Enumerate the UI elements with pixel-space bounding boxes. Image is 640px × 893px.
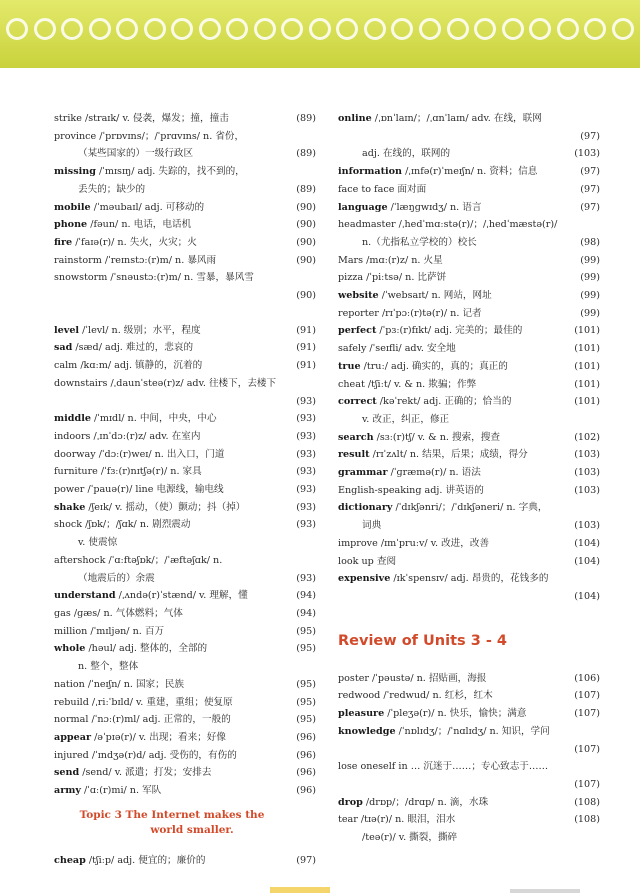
entry-headword: send xyxy=(54,767,80,779)
band-circle xyxy=(89,18,111,40)
entry-headword: headmaster xyxy=(338,219,396,231)
entry-definition: /straɪk/ v. 侵袭，爆发；撞，撞击 xyxy=(81,113,229,124)
vocab-entry xyxy=(54,852,316,870)
entry-definition: /ˌʌndə(r)ˈstænd/ v. 理解，懂 xyxy=(115,590,248,602)
entry-definition: 查阅 xyxy=(373,555,397,567)
entry-page-ref: (95) xyxy=(296,678,316,690)
entry-definition: /ˈpɜː(r)fɪkt/ adj. 完美的；最佳的 xyxy=(376,325,523,337)
entry-definition: /ˈnɒlɪdʒ/；/ˈnɑlɪdʒ/ n. 知识，学问 xyxy=(395,725,550,737)
entry-definition: /ʃɒk/；/ʃɑk/ n. 剧烈震动 xyxy=(82,519,191,531)
vocab-entry xyxy=(54,516,316,534)
entry-headword: language xyxy=(338,201,388,213)
entry-page-ref: (94) xyxy=(296,590,316,602)
vocab-entry xyxy=(338,376,600,394)
vocab-entry xyxy=(338,446,600,464)
entry-definition: /ˈlevl/ n. 级别；水平，程度 xyxy=(79,324,201,336)
entry-headword: look up xyxy=(338,555,374,567)
band-circle xyxy=(364,18,386,40)
band-circle xyxy=(116,18,138,40)
vocab-entry xyxy=(338,411,600,429)
vocab-entry xyxy=(54,181,316,199)
entry-headword: army xyxy=(54,785,81,797)
entry-definition: /ɪmˈpruːv/ v. 改进，改善 xyxy=(377,537,490,549)
band-circle xyxy=(474,18,496,40)
vocab-entry xyxy=(54,128,316,146)
vocab-entry xyxy=(54,199,316,217)
entry-headword: furniture xyxy=(54,466,98,478)
vocab-entry xyxy=(54,499,316,517)
entry-definition: /fəun/ n. 电话，电话机 xyxy=(87,219,192,231)
entry-page-ref: (107) xyxy=(574,690,600,702)
topic-heading-line1: Topic 3 The Internet makes the xyxy=(79,808,265,821)
vocab-entry xyxy=(338,163,600,181)
entry-page-ref: (108) xyxy=(574,814,600,826)
entry-headword: power xyxy=(54,484,85,496)
entry-page-ref: (93) xyxy=(296,395,316,407)
entry-headword: middle xyxy=(54,413,91,425)
entry-headword: rainstorm xyxy=(54,254,102,266)
entry-definition: /mɑː(r)z/ n. 火星 xyxy=(363,254,443,266)
entry-definition: /ˈɑː(r)mi/ n. 军队 xyxy=(81,785,162,797)
entry-definition: /ɪkˈspensɪv/ adj. 昂贵的，花钱多的 xyxy=(390,573,549,585)
vocab-entry xyxy=(54,552,316,570)
entry-page-ref: (95) xyxy=(296,625,316,637)
entry-page-ref: (96) xyxy=(296,785,316,797)
entry-headword: grammar xyxy=(338,467,388,479)
band-circle xyxy=(584,18,606,40)
entry-page-ref: (90) xyxy=(296,236,316,248)
entry-page-ref: (103) xyxy=(574,520,600,532)
entry-definition: /ˈmɪljən/ n. 百万 xyxy=(87,625,165,637)
entry-page-ref: (101) xyxy=(574,378,600,390)
vocab-entry xyxy=(338,269,600,287)
vocab-entry xyxy=(54,534,316,552)
entry-page-ref: (93) xyxy=(296,519,316,531)
vocab-entry xyxy=(54,375,316,393)
entry-page-ref: (99) xyxy=(580,290,600,302)
entry-definition: /ˈseɪfli/ adv. 安全地 xyxy=(366,343,456,355)
entry-definition: /ˈpiːtsə/ n. 比萨饼 xyxy=(363,272,447,284)
entry-page-ref: (101) xyxy=(574,325,600,337)
vocab-entry xyxy=(54,252,316,270)
vocab-entry xyxy=(338,340,600,358)
band-circle xyxy=(6,18,28,40)
vocab-entry xyxy=(54,782,316,800)
vocab-entry xyxy=(338,464,600,482)
entry-headword: online xyxy=(338,113,372,124)
vocab-entry xyxy=(338,758,600,776)
entry-headword: missing xyxy=(54,166,96,178)
vocab-entry xyxy=(338,499,600,517)
vocab-entry xyxy=(54,658,316,676)
entry-headword: aftershock xyxy=(54,554,106,566)
vocab-entry xyxy=(338,305,600,323)
entry-page-ref: (98) xyxy=(580,236,600,248)
entry-page-ref: (106) xyxy=(574,672,600,684)
entry-page-ref: (103) xyxy=(574,467,600,479)
vocab-entry xyxy=(54,428,316,446)
entry-headword: calm xyxy=(54,360,78,372)
entry-headword: cheap xyxy=(54,854,86,866)
entry-headword: pizza xyxy=(338,272,364,284)
entry-headword: understand xyxy=(54,590,116,602)
entry-headword: Mars xyxy=(338,254,364,266)
vocab-entry xyxy=(338,829,600,847)
band-circle xyxy=(226,18,248,40)
entry-page-ref: (93) xyxy=(296,501,316,513)
entry-page-ref: (90) xyxy=(296,219,316,231)
entry-page-ref: (89) xyxy=(296,113,316,124)
entry-definition: /kɑːm/ adj. 镇静的，沉着的 xyxy=(77,360,203,372)
entry-page-ref: (95) xyxy=(296,643,316,655)
entry-definition: /ˌriːˈbɪld/ v. 重建，重组；使复原 xyxy=(88,696,233,708)
entry-definition: /ʃeɪk/ v. 摇动，（使）颤动；抖（掉） xyxy=(85,501,246,513)
entry-definition: /ˈredwud/ n. 红杉，红木 xyxy=(380,690,493,702)
entry-definition: /ˈprɒvɪns/；/ˈprɑvɪns/ n. 省份， xyxy=(96,130,245,142)
band-circle xyxy=(309,18,331,40)
entry-headword: face to face xyxy=(338,183,395,195)
entry-page-ref: (97) xyxy=(580,201,600,213)
band-circle xyxy=(34,18,56,40)
entry-headword: lose oneself in xyxy=(338,761,408,773)
entry-definition: /sæd/ adj. 难过的，悲哀的 xyxy=(72,342,194,354)
entry-page-ref: (90) xyxy=(296,254,316,266)
band-circle xyxy=(391,18,413,40)
entry-definition: 词典 xyxy=(362,520,382,532)
entry-definition: /ˈɡræmə(r)/ n. 语法 xyxy=(387,467,481,479)
entry-page-ref: (90) xyxy=(296,201,316,213)
entry-headword: appear xyxy=(54,731,92,743)
entry-definition: 丢失的；缺少的 xyxy=(78,183,146,195)
entry-definition: /ˌɒnˈlaɪn/；/ˌɑnˈlaɪn/ adv. 在线，联网 xyxy=(371,113,542,124)
entry-page-ref: (103) xyxy=(574,484,600,496)
band-circle xyxy=(557,18,579,40)
vocab-entry xyxy=(54,587,316,605)
entry-headword: phone xyxy=(54,219,88,231)
entry-definition: /ˌɪnˈdɔː(r)z/ adv. 在室内 xyxy=(90,430,201,442)
vocab-entry xyxy=(338,811,600,829)
vocab-entry xyxy=(54,357,316,375)
vocab-entry xyxy=(54,640,316,658)
entry-definition: /send/ v. 派遣；打发；安排去 xyxy=(79,767,212,779)
entry-headword: injured xyxy=(54,749,89,761)
entry-page-ref: (90) xyxy=(296,290,316,302)
entry-definition: （地震后的）余震 xyxy=(78,572,155,584)
band-circle xyxy=(254,18,276,40)
entry-definition: /tʃiːt/ v. & n. 欺骗；作弊 xyxy=(364,378,477,390)
vocab-entry xyxy=(338,393,600,411)
vocab-entry xyxy=(338,482,600,500)
entry-definition: /truː/ adj. 确实的，真的；真正的 xyxy=(360,360,508,372)
vocab-entry xyxy=(338,110,600,128)
bottom-decoration-right xyxy=(510,889,580,893)
entry-definition: /ˈmɪdl/ n. 中间，中央，中心 xyxy=(90,413,217,425)
entry-headword: million xyxy=(54,625,88,637)
entry-headword: website xyxy=(338,290,379,302)
vocab-entry xyxy=(338,670,600,688)
entry-headword: dictionary xyxy=(338,502,393,514)
vocab-entry xyxy=(338,287,600,305)
vocab-entry xyxy=(54,145,316,163)
entry-headword: indoors xyxy=(54,430,91,442)
entry-definition: /ˈpauə(r)/ line 电源线，输电线 xyxy=(84,484,224,496)
vocab-entry xyxy=(338,553,600,571)
entry-definition: /ˌhedˈmɑːstə(r)/；/ˌhedˈmæstə(r)/ xyxy=(395,219,558,231)
entry-headword: redwood xyxy=(338,690,381,702)
vocabulary-column-left xyxy=(54,110,316,869)
entry-page-ref: (101) xyxy=(574,396,600,408)
vocab-entry xyxy=(54,729,316,747)
vocab-entry xyxy=(54,110,316,128)
vocab-entry xyxy=(54,410,316,428)
entry-headword: knowledge xyxy=(338,725,396,737)
vocab-entry xyxy=(54,676,316,694)
entry-headword: search xyxy=(338,431,374,443)
entry-headword: pleasure xyxy=(338,708,385,720)
vocab-entry xyxy=(54,216,316,234)
entry-page-ref: (107) xyxy=(574,743,600,755)
top-decorative-band xyxy=(0,0,640,68)
entry-definition: /tɪə(r)/ n. 眼泪，泪水 xyxy=(357,814,456,826)
entry-headword: whole xyxy=(54,643,86,655)
entry-page-ref: (96) xyxy=(296,749,316,761)
entry-page-ref: (93) xyxy=(296,413,316,425)
vocab-entry xyxy=(338,145,600,163)
entry-headword: gas xyxy=(54,607,71,619)
entry-definition: /sɜː(r)tʃ/ v. & n. 搜索，搜查 xyxy=(373,431,500,443)
entry-definition: /ˈpleʒə(r)/ n. 快乐，愉快；满意 xyxy=(384,708,527,720)
entry-page-ref: (94) xyxy=(296,607,316,619)
band-circle xyxy=(199,18,221,40)
entry-headword: drop xyxy=(338,796,363,808)
vocab-entry xyxy=(338,252,600,270)
vocab-entry xyxy=(338,517,600,535)
entry-definition: /ˈsnəustɔː(r)m/ n. 雪暴，暴风雪 xyxy=(107,272,254,284)
entry-page-ref: (97) xyxy=(296,854,316,866)
entry-page-ref: (104) xyxy=(574,555,600,567)
band-circle xyxy=(281,18,303,40)
entry-headword: nation xyxy=(54,678,85,690)
entry-definition: /ˈɑːftəʃɒk/；/ˈæftəʃɑk/ n. xyxy=(105,554,223,566)
entry-page-ref: (96) xyxy=(296,767,316,779)
band-circle xyxy=(336,18,358,40)
band-circle xyxy=(612,18,634,40)
entry-definition: /ˈreɪnstɔː(r)m/ n. 暴风雨 xyxy=(101,254,217,266)
vocab-entry xyxy=(338,794,600,812)
vocab-entry xyxy=(338,216,600,234)
entry-headword: fire xyxy=(54,236,73,248)
vocab-entry xyxy=(54,711,316,729)
entry-page-ref: (107) xyxy=(574,708,600,720)
entry-headword: downstairs xyxy=(54,377,108,389)
entry-headword: English-speaking xyxy=(338,484,422,496)
entry-page-ref: (108) xyxy=(574,796,600,808)
topic-heading-line2: world smaller. xyxy=(150,823,234,836)
vocab-entry xyxy=(54,605,316,623)
entry-headword: true xyxy=(338,360,361,372)
band-circle xyxy=(447,18,469,40)
entry-page-ref: (93) xyxy=(296,572,316,584)
entry-headword: mobile xyxy=(54,201,91,213)
entry-page-ref: (103) xyxy=(574,449,600,461)
entry-definition: /ˈlæŋɡwɪdʒ/ n. 语言 xyxy=(387,201,482,213)
vocab-entry xyxy=(338,723,600,741)
entry-page-ref: (91) xyxy=(296,324,316,336)
entry-definition: /ˈdɪkʃənri/；/ˈdɪkʃəneri/ n. 字典， xyxy=(392,502,548,514)
entry-definition: /ˈwebsaɪt/ n. 网站，网址 xyxy=(378,290,492,302)
entry-headword: perfect xyxy=(338,325,377,337)
entry-page-ref: (104) xyxy=(574,537,600,549)
vocab-entry xyxy=(54,446,316,464)
entry-definition: /ˈfaɪə(r)/ n. 失火，火灾；火 xyxy=(72,236,197,248)
entry-page-ref: (95) xyxy=(296,714,316,726)
vocab-entry xyxy=(338,199,600,217)
entry-definition: /ˈfɜː(r)nɪtʃə(r)/ n. 家具 xyxy=(97,466,202,478)
entry-page-ref: (99) xyxy=(580,254,600,266)
entry-definition: /drɒp/；/drɑp/ n. 滴，水珠 xyxy=(362,796,489,808)
entry-definition: （某些国家的）一级行政区 xyxy=(78,148,194,160)
vocab-entry xyxy=(338,535,600,553)
entry-definition: n.（尤指私立学校的）校长 xyxy=(362,236,477,248)
entry-headword: expensive xyxy=(338,573,391,585)
entry-headword: safely xyxy=(338,343,367,355)
band-circle xyxy=(171,18,193,40)
entry-headword: rebuild xyxy=(54,696,89,708)
entry-definition: /rɪˈpɔː(r)tə(r)/ n. 记者 xyxy=(378,307,482,319)
entry-definition: /rɪˈzʌlt/ n. 结果，后果；成绩，得分 xyxy=(369,449,528,461)
entry-page-ref: (101) xyxy=(574,343,600,355)
entry-definition: /ˈneɪʃn/ n. 国家；民族 xyxy=(84,678,184,690)
entry-definition: n. 整个，整体 xyxy=(78,661,139,673)
entry-headword: correct xyxy=(338,396,377,408)
entry-page-ref: (96) xyxy=(296,731,316,743)
band-circle xyxy=(419,18,441,40)
section-heading: Review of Units 3 - 4 xyxy=(338,632,507,649)
entry-headword: level xyxy=(54,324,80,336)
vocab-entry xyxy=(54,481,316,499)
entry-page-ref: (104) xyxy=(574,590,600,602)
entry-definition: … 沉迷于……；专心致志于…… xyxy=(407,761,549,773)
vocab-entry xyxy=(54,570,316,588)
entry-page-ref: (91) xyxy=(296,360,316,372)
band-circle xyxy=(144,18,166,40)
vocab-entry xyxy=(338,570,600,588)
entry-headword: normal xyxy=(54,714,89,726)
entry-page-ref: (107) xyxy=(574,778,600,790)
entry-page-ref: (93) xyxy=(296,430,316,442)
entry-definition: /ˌɪnfə(r)ˈmeɪʃn/ n. 资料；信息 xyxy=(402,166,538,178)
entry-definition: 面对面 xyxy=(394,183,427,195)
entry-definition: /tʃiːp/ adj. 便宜的；廉价的 xyxy=(85,854,206,866)
entry-definition: /əˈpɪə(r)/ v. 出现；看来；好像 xyxy=(91,731,226,743)
entry-page-ref: (97) xyxy=(580,166,600,178)
entry-page-ref: (99) xyxy=(580,272,600,284)
vocab-entry xyxy=(338,181,600,199)
vocab-entry xyxy=(54,339,316,357)
entry-definition: /ˌdaunˈsteə(r)z/ adv. 往楼下，去楼下 xyxy=(107,377,277,389)
vocab-entry xyxy=(338,358,600,376)
band-circle xyxy=(61,18,83,40)
band-circle xyxy=(502,18,524,40)
vocab-entry xyxy=(338,429,600,447)
entry-headword: sad xyxy=(54,342,73,354)
entry-headword: poster xyxy=(338,672,369,684)
vocab-entry xyxy=(54,764,316,782)
entry-page-ref: (89) xyxy=(296,183,316,195)
entry-headword: tear xyxy=(338,814,358,826)
vocab-entry xyxy=(338,705,600,723)
entry-headword: strike xyxy=(54,113,82,124)
vocab-entry xyxy=(54,463,316,481)
entry-definition: v. 使震惊 xyxy=(78,537,118,549)
entry-headword: reporter xyxy=(338,307,379,319)
vocab-entry xyxy=(54,269,316,287)
entry-definition: v. 改正，纠正，修正 xyxy=(362,413,450,425)
band-circles xyxy=(0,18,640,52)
entry-page-ref: (103) xyxy=(574,148,600,160)
band-circle xyxy=(529,18,551,40)
bottom-decoration xyxy=(270,887,330,893)
entry-definition: /ˈmɪsɪŋ/ adj. 失踪的，找不到的， xyxy=(95,166,245,178)
vocab-entry xyxy=(54,322,316,340)
entry-definition: /ˈɪndʒə(r)d/ adj. 受伤的，有伤的 xyxy=(88,749,237,761)
entry-definition: /həul/ adj. 整体的，全部的 xyxy=(85,643,208,655)
entry-headword: cheat xyxy=(338,378,365,390)
entry-definition: /ˈdɔː(r)weɪ/ n. 出入口，门道 xyxy=(95,448,225,460)
entry-page-ref: (91) xyxy=(296,342,316,354)
entry-headword: result xyxy=(338,449,370,461)
entry-definition: /ˈpəustə/ n. 招贴画，海报 xyxy=(368,672,487,684)
vocab-entry xyxy=(54,163,316,181)
entry-definition: /ɡæs/ n. 气体燃料；气体 xyxy=(70,607,183,619)
entry-page-ref: (89) xyxy=(296,148,316,160)
entry-headword: information xyxy=(338,166,403,178)
entry-definition: /kəˈrekt/ adj. 正确的；恰当的 xyxy=(376,396,512,408)
entry-headword: doorway xyxy=(54,448,96,460)
vocab-entry xyxy=(54,623,316,641)
entry-definition: /ˈnɔː(r)ml/ adj. 正常的，一般的 xyxy=(88,714,231,726)
entry-headword: province xyxy=(54,130,97,142)
entry-page-ref: (102) xyxy=(574,431,600,443)
vocab-entry xyxy=(338,234,600,252)
vocab-entry xyxy=(338,322,600,340)
vocabulary-column-right xyxy=(338,110,600,847)
entry-headword: improve xyxy=(338,537,378,549)
entry-page-ref: (93) xyxy=(296,448,316,460)
vocab-entry xyxy=(54,747,316,765)
vocab-entry xyxy=(338,687,600,705)
entry-definition: adj. 讲英语的 xyxy=(421,484,484,496)
entry-page-ref: (97) xyxy=(580,130,600,142)
entry-page-ref: (93) xyxy=(296,466,316,478)
entry-definition: /ˈməubaɪl/ adj. 可移动的 xyxy=(90,201,205,213)
entry-headword: snowstorm xyxy=(54,272,108,284)
vocab-entry xyxy=(54,234,316,252)
entry-headword: shock xyxy=(54,519,83,531)
entry-headword: shake xyxy=(54,501,86,513)
topic-heading xyxy=(54,808,316,838)
entry-page-ref: (99) xyxy=(580,307,600,319)
entry-page-ref: (93) xyxy=(296,484,316,496)
entry-definition: adj. 在线的，联网的 xyxy=(362,148,451,160)
entry-page-ref: (95) xyxy=(296,696,316,708)
entry-definition: /teə(r)/ v. 撕裂，撕碎 xyxy=(362,832,458,844)
entry-page-ref: (101) xyxy=(574,360,600,372)
vocab-entry xyxy=(54,694,316,712)
entry-page-ref: (97) xyxy=(580,183,600,195)
